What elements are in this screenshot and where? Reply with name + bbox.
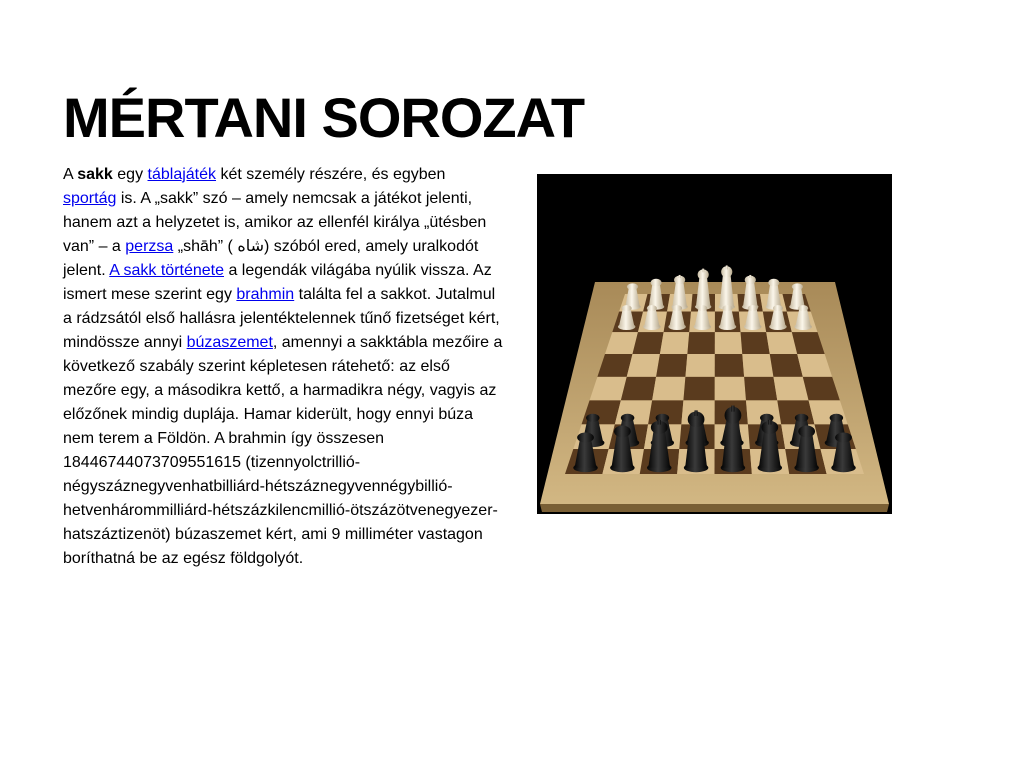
paragraph-text — [63, 163, 503, 571]
inline-link[interactable]: búzaszemet — [186, 334, 273, 351]
board-square — [715, 332, 742, 354]
text-run: két személy részére, és egyben — [216, 166, 446, 183]
board-square — [742, 354, 773, 377]
board-square — [621, 377, 656, 401]
board-square — [687, 332, 715, 354]
board-square — [632, 332, 663, 354]
board-square — [741, 332, 770, 354]
text-run: találta fel a sakkot. Jutalmul a rádzsától első hallásra jelentéktelennek tűnő fizetséget kért, mindössze annyi — [63, 286, 500, 351]
inline-link[interactable]: brahmin — [236, 286, 295, 303]
board-square — [770, 354, 803, 377]
inline-link[interactable]: táblajáték — [147, 166, 217, 183]
board-square — [715, 377, 746, 401]
board-square — [685, 354, 714, 377]
text-run: is. A „sakk” szó – amely nemcsak a játékot jelenti, hanem azt a helyzetet is, amikor az ellenfél királya „ütésben van” – a — [63, 190, 487, 255]
chessboard-photo — [537, 174, 892, 514]
board-square — [715, 354, 744, 377]
text-run: A — [63, 166, 78, 183]
inline-link[interactable]: sportág — [63, 190, 117, 207]
chessboard-illustration — [537, 174, 892, 514]
inline-link[interactable]: A sakk története — [109, 262, 224, 279]
text-run: a legendák világába nyúlik vissza. Az ismert mese szerint egy — [63, 262, 492, 303]
text-run: egy — [112, 166, 148, 183]
slide-title: MÉRTANI SOROZAT — [63, 86, 585, 149]
board-square — [773, 377, 808, 401]
board-square — [683, 377, 714, 401]
board-square — [660, 332, 689, 354]
body-paragraph — [63, 163, 503, 571]
board-square — [652, 377, 685, 401]
board-square — [777, 400, 814, 424]
board-edge — [540, 504, 889, 512]
board-square — [744, 377, 777, 401]
bold-term: sakk — [77, 166, 113, 183]
board-square — [627, 354, 660, 377]
text-run: , amennyi a sakktábla mezőire a következő szabály szerint képletesen rátehető: az első mezőre egy, a másodikra kettő, a harmadikra négy, vagyis az előzőnek mindig duplája. Hamar kiderült, hogy ennyi búza nem terem a Földön. A brahmin így összesen 18446744073709551615 (tizennyolctrillió-négyszáznegyvenhatbilliárd-hétszáznegyvennégybillió-hetvenhárommilliárd-hétszázkilencmillió-ötszázötvenegyezer-hatszáztizenöt) búzaszemet kért, ami 9 milliméter vastagon boríthatná be az egész földgolyót. — [63, 334, 503, 567]
inline-link[interactable]: perzsa — [125, 238, 174, 255]
text-run: „shāh” ( شاه) szóból ered, amely uralkodót jelent. — [63, 238, 479, 279]
board-square — [766, 332, 797, 354]
board-square — [656, 354, 687, 377]
board-square — [615, 400, 652, 424]
